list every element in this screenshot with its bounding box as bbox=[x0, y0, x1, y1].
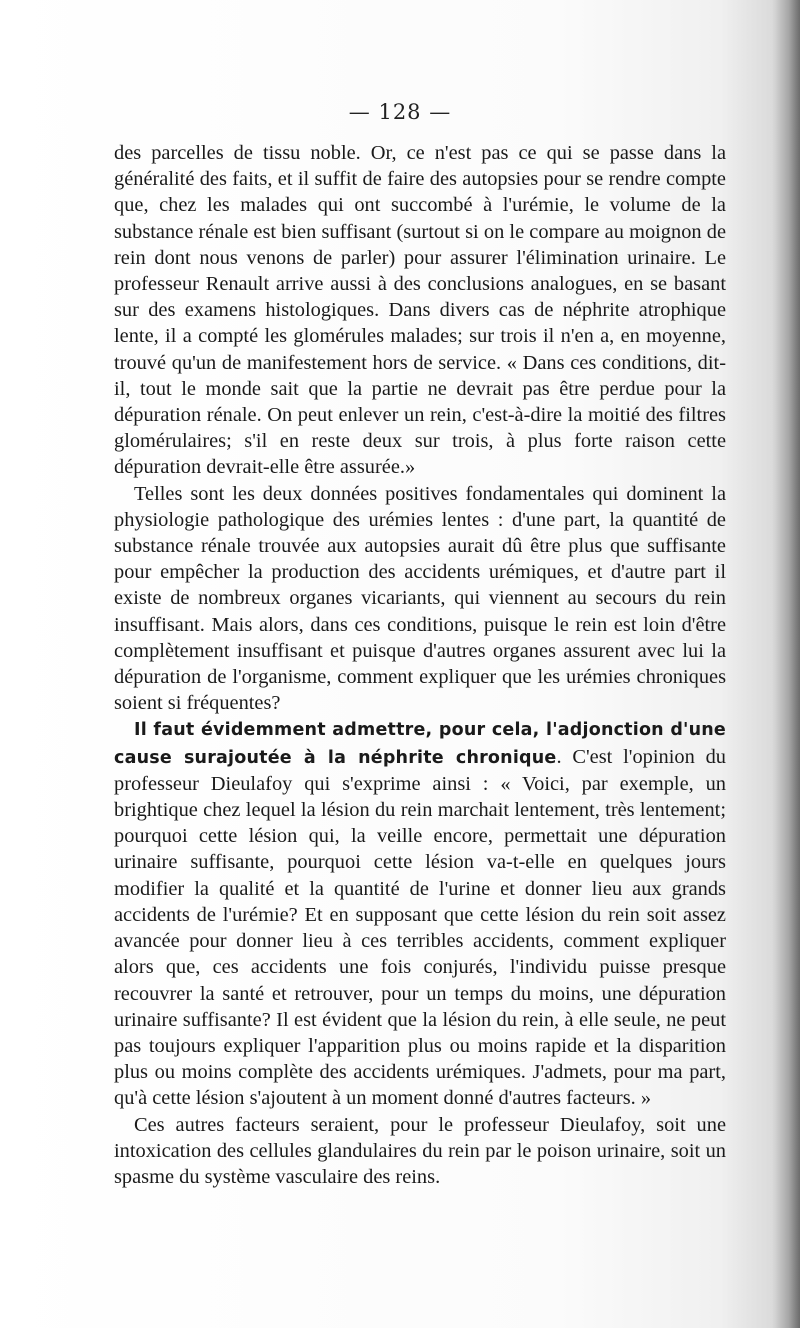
page-binding-shadow bbox=[772, 0, 800, 1328]
paragraph-4: Ces autres facteurs seraient, pour le professeur Dieulafoy, soit une intoxication des cellules glandulaires du rein par le poison urinaire, soit un spasme du système vasculaire des reins. bbox=[114, 1113, 726, 1188]
body-text bbox=[114, 140, 726, 1190]
paragraph-3 bbox=[114, 716, 726, 1111]
page-number: — 128 — bbox=[348, 100, 452, 124]
bold-lead-sentence: Il faut évidemment admettre, pour cela, l'adjonction d'une cause surajoutée à la néphrite chronique bbox=[114, 720, 726, 768]
paragraph-1: des parcelles de tissu noble. Or, ce n'est pas ce qui se passe dans la généralité des faits, et il suffit de faire des autopsies pour se rendre compte que, chez les malades qui ont succombé à l'urémie, le volume de la substance rénale est bien suffisant (surtout si on le compare au moignon de rein dont nous venons de parler) pour assurer l'élimination urinaire. Le professeur Renault arrive aussi à des conclusions analogues, en se basant sur des examens histologiques. Dans divers cas de néphrite atrophique lente, il a compté les glomérules malades; sur trois il n'en a, en moyenne, trouvé qu'un de manifestement hors de service. « Dans ces conditions, dit-il, tout le monde sait que la partie ne devrait pas être perdue pour la dépuration rénale. On peut enlever un rein, c'est-à-dire la moitié des filtres glomérulaires; s'il en reste deux sur trois, à plus forte raison cette dépuration devrait-elle être assurée.» bbox=[114, 142, 726, 479]
paragraph-3-text: . C'est l'opinion du professeur Dieulafoy qui s'exprime ainsi : « Voici, par exemple, un brightique chez lequel la lésion du rein marchait lentement, très lentement; pourquoi cette lésion qui, la veille encore, permettait une dépuration urinaire suffisante, pourquoi cette lésion va-t-elle en quelques jours modifier la qualité et la quantité de l'urine et donner lieu aux grands accidents de l'urémie? Et en supposant que cette lésion du rein soit assez avancée pour donner lieu à ces terribles accidents, comment expliquer alors que, ces accidents une fois conjurés, l'individu puisse presque recouvrer la santé et retrouver, pour un temps du moins, une dépuration urinaire suffisante? Il est évident que la lésion du rein, à elle seule, ne peut pas toujours expliquer l'apparition plus ou moins rapide et la disparition plus ou moins complète des accidents urémiques. J'admets, pour ma part, qu'à cette lésion s'ajoutent à un moment donné d'autres facteurs. » bbox=[114, 745, 726, 1110]
paragraph-2: Telles sont les deux données positives fondamentales qui dominent la physiologie pathologique des urémies lentes : d'une part, la quantité de substance rénale trouvée aux autopsies aurait dû être plus que suffisante pour empêcher la production des accidents urémiques, et d'autre part il existe de nombreux organes vicariants, qui viennent au secours du rein insuffisant. Mais alors, dans ces conditions, puisque le rein est loin d'être complètement insuffisant et puisque d'autres organes assurent avec lui la dépuration de l'organisme, comment expliquer que les urémies chroniques soient si fréquentes? bbox=[114, 482, 726, 715]
